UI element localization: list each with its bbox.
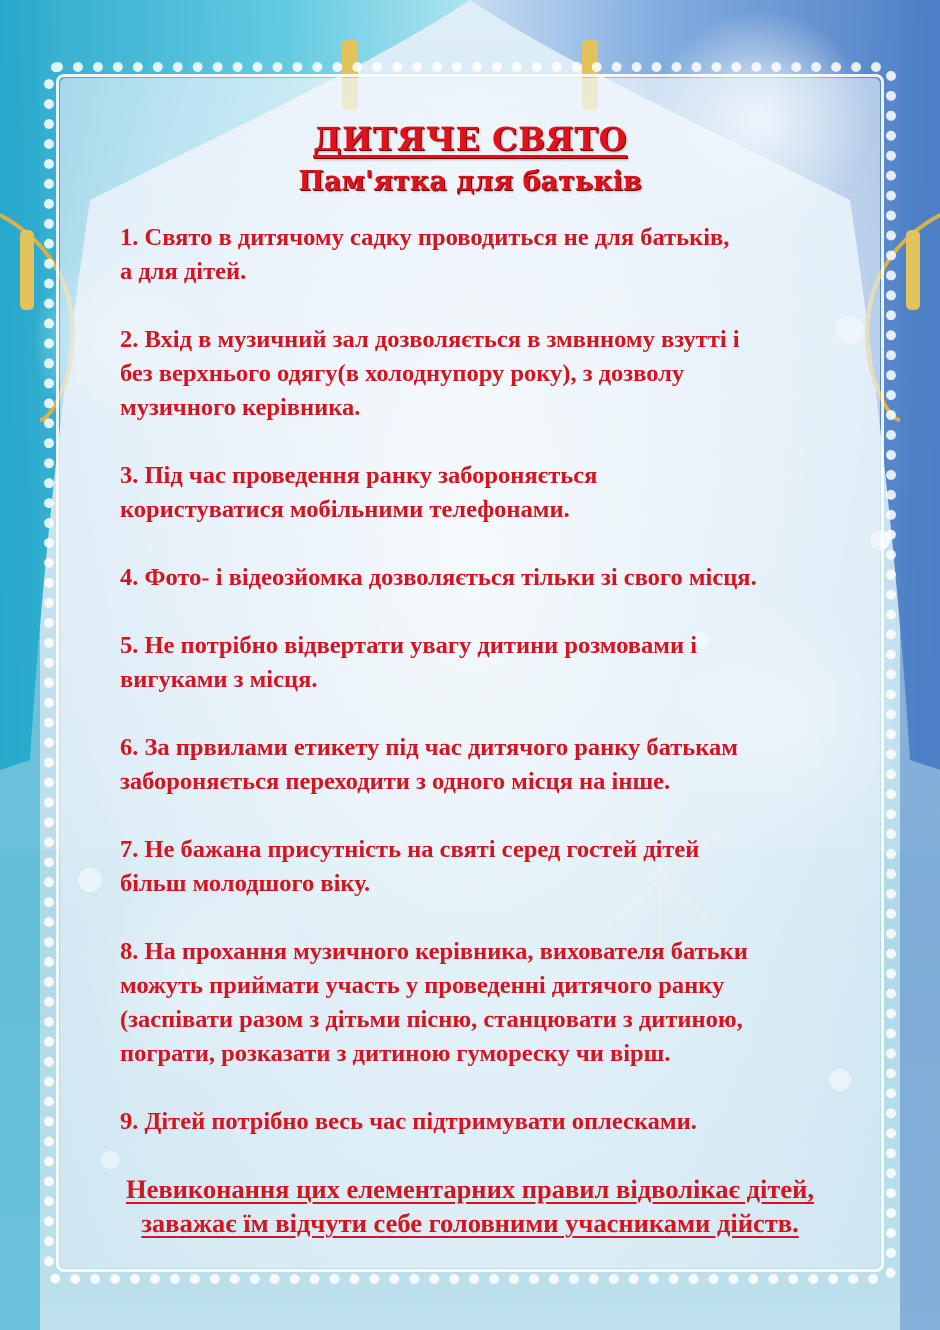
rule-item-7: 7. Не бажана присутність на святі серед гостей дітей більш молодшого віку. bbox=[120, 836, 700, 897]
rules-list bbox=[120, 221, 880, 1173]
rule-item-1: 1. Свято в дитячому садку проводиться не для батьків, а для дітей. bbox=[120, 224, 730, 285]
rule-item-4: 4. Фото- і відеозйомка дозволяється тільки зі свого місця. bbox=[120, 564, 757, 591]
rule-item-3: 3. Під час проведення ранку забороняється користуватися мобільними телефонами. bbox=[120, 462, 598, 523]
rule-item-5: 5. Не потрібно відвертати увагу дитини розмовами і вигуками з місця. bbox=[120, 632, 698, 693]
rule-item-6: 6. За првилами етикету під час дитячого ранку батькам забороняється переходити з одного місця на інше. bbox=[120, 734, 738, 795]
rule-item-8: 8. На прохання музичного керівника, вихователя батьки можуть приймати участь у проведенні дитячого ранку (заспівати разом з дітьми пісню, станцювати з дитиною, пограти, розказати з дитиною гумореску чи вірш. bbox=[120, 938, 748, 1067]
footer-warning: Невиконання цих елементарних правил відволікає дітей, заважає їм відчути себе головними учасниками дійств. bbox=[125, 1174, 815, 1238]
rule-item-9: 9. Дітей потрібно весь час підтримувати оплесками. bbox=[120, 1108, 697, 1135]
rule-item-2: 2. Вхід в музичний зал дозволяється в змвнному взутті і без верхнього одягу(в холоднупору року), з дозволу музичного керівника. bbox=[120, 326, 740, 421]
page-title: ДИТЯЧЕ СВЯТО bbox=[313, 120, 627, 158]
page-subtitle: Пам'ятка для батьків bbox=[298, 166, 642, 197]
